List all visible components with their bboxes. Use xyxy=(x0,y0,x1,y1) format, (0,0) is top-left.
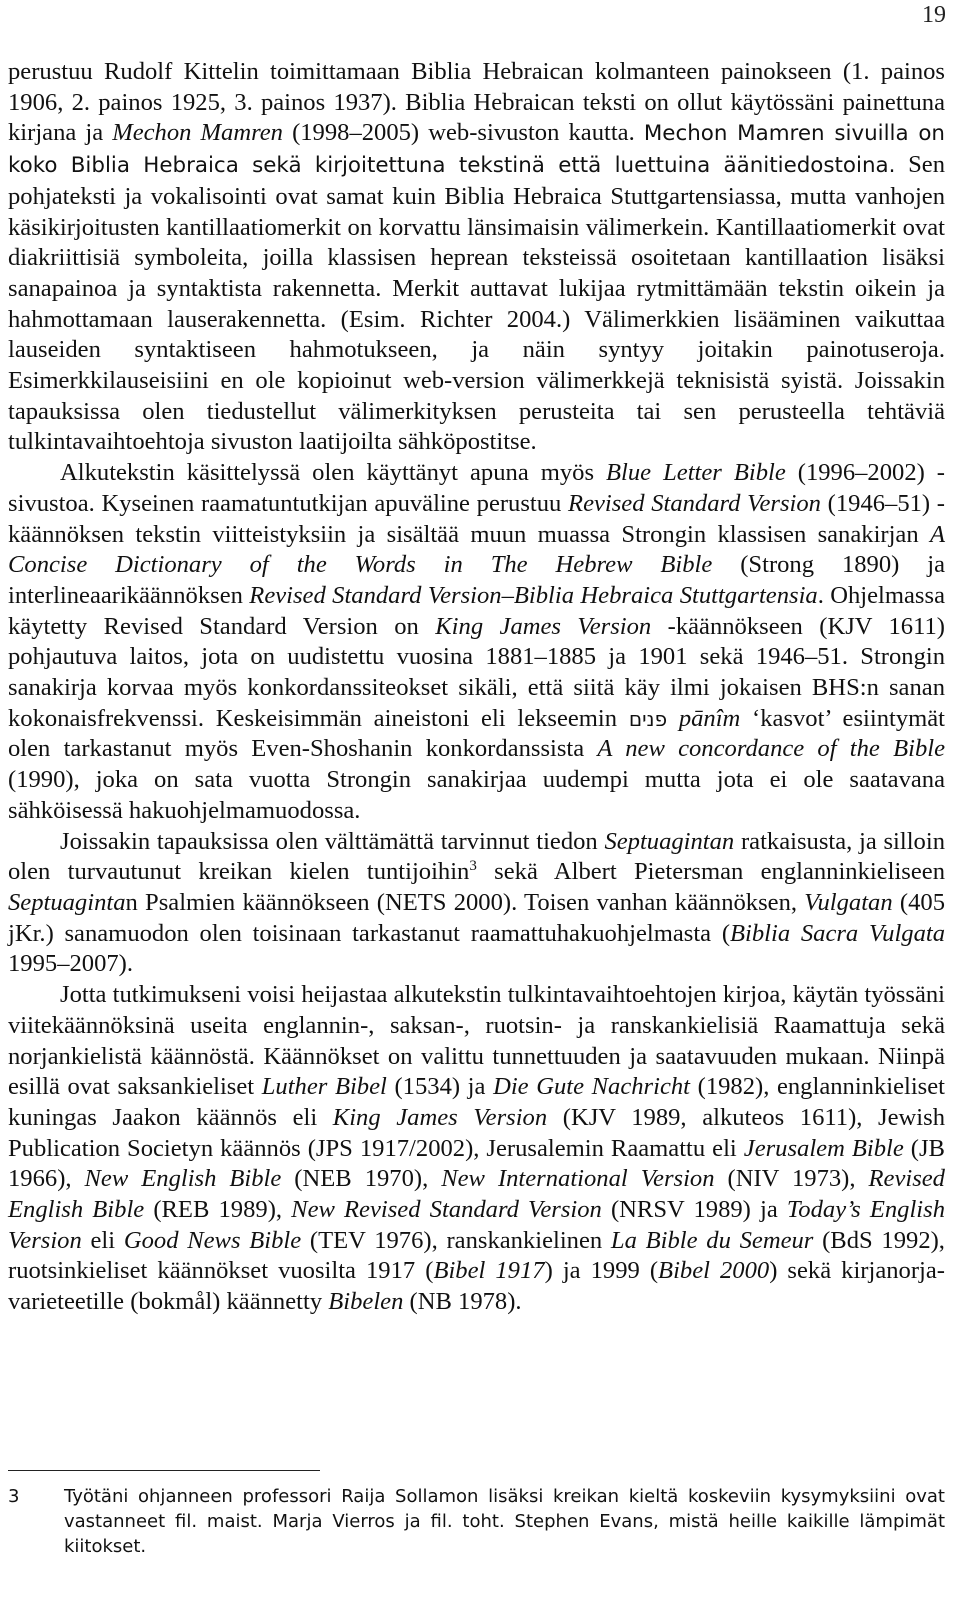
text-run: ratkaisusta, ja silloin olen turvautunut kreikan kielen tuntijoihin xyxy=(8,827,945,886)
text-run: ‘kasvot’ esiintymät olen tarkastanut myös Even-Shoshanin konkordanssista xyxy=(8,704,945,763)
paragraph xyxy=(8,57,945,458)
italic-title: Good News Bible xyxy=(123,1226,302,1254)
text-run: Mechon Mamren sivuilla on koko Biblia Hebraica sekä kirjoitettuna tekstinä että luettuina äänitiedostoina. xyxy=(8,121,945,179)
italic-title: Mechon Mamren xyxy=(112,119,283,147)
italic-title: Revised Standard Version–Biblia Hebraica Stuttgartensia xyxy=(249,581,818,609)
italic-title: King James Version xyxy=(435,612,652,640)
text-run: Joissakin tapauksissa olen välttämättä tarvinnut tiedon xyxy=(60,827,605,855)
text-run: (NRSV 1989) ja xyxy=(601,1196,787,1224)
text-run xyxy=(667,705,679,732)
italic-title: King James Version xyxy=(332,1103,548,1131)
text-run: (1946–51) -käännöksen tekstin viitteistyksiin ja sisältää muun muassa Strongin klassisen sanakirjan xyxy=(8,489,946,548)
text-run: (KJV 1989, alkuteos 1611), Jewish Publication Societyn käännös (JPS 1917/2002), Jerusalemin Raamattu eli xyxy=(8,1103,945,1162)
italic-title: Bibel 1917 xyxy=(433,1257,545,1285)
italic-title: Bibelen xyxy=(328,1288,404,1316)
italic-title: New Revised Standard Version xyxy=(291,1196,602,1224)
text-run: (BdS 1992), ruotsinkieliset käännökset vuosilta 1917 ( xyxy=(8,1226,945,1285)
text-run: (Strong 1890) ja interlineaarikäännöksen xyxy=(8,551,946,609)
italic-title: Revised English Bible xyxy=(8,1165,945,1224)
text-run: (JB 1966), xyxy=(8,1134,945,1193)
paragraph xyxy=(8,827,945,981)
italic-title: Septuaginta xyxy=(8,888,126,916)
italic-title: Revised Standard Version xyxy=(568,489,821,517)
italic-title: La Bible du Semeur xyxy=(610,1226,814,1254)
footnote-text: Työtäni ohjanneen professori Raija Sollamon lisäksi kreikan kieltä koskeviin kysymyksiini ovat vastanneet fil. maist. Marja Vierros ja fil. toht. Stephen Evans, mistä heille kaikille lämpimät kiitokset. xyxy=(64,1486,945,1557)
text-run: (NB 1978). xyxy=(403,1288,522,1316)
italic-title: Bibel 2000 xyxy=(658,1257,770,1285)
italic-title: New International Version xyxy=(441,1165,715,1193)
italic-title: A Concise Dictionary of the Words in The Hebrew Bible xyxy=(8,520,945,579)
italic-title: Biblia Sacra Vulgata xyxy=(730,919,946,947)
italic-title: Vulgatan xyxy=(804,888,893,916)
italic-title: New English Bible xyxy=(84,1165,282,1193)
text-run: ) ja 1999 ( xyxy=(544,1257,659,1285)
hebrew-word: פנים xyxy=(628,706,668,731)
footnote-separator xyxy=(8,1470,320,1471)
text-run: (1534) ja xyxy=(386,1073,494,1101)
text-run: (1996–2002) -sivustoa. Kyseinen raamatuntutkijan apuväline perustuu xyxy=(8,459,945,517)
text-run: n Psalmien käännökseen (NETS 2000). Toisen vanhan käännöksen, xyxy=(125,888,805,916)
text-run: (TEV 1976), ranskankielinen xyxy=(301,1226,611,1254)
footnote-number: 3 xyxy=(8,1486,20,1507)
text-run: -käännökseen (KJV 1611) pohjautuva laitos, jota on uudistettu vuosina 1881–1885 ja 1901 sekä 1946–51. Strongin sanakirja korvaa myös konkordanssiteokset sikäli, että siitä käy ilmi jokaisen BHS:n sanan kokonaisfrekvenssi. Keskeisimmän aineistoni eli lekseemin xyxy=(8,612,945,732)
text-run: (405 jKr.) sanamuodon olen toisinaan tarkastanut raamattuhakuohjelmasta ( xyxy=(8,888,945,947)
body-text xyxy=(8,57,945,1318)
italic-title: Today’s English Version xyxy=(8,1196,945,1254)
text-run: Alkutekstin käsittelyssä olen käyttänyt apuna myös xyxy=(60,459,607,487)
text-run: (NEB 1970), xyxy=(281,1165,442,1193)
text-run: Jotta tutkimukseni voisi heijastaa alkutekstin tulkintavaihtoehtojen kirjoa, käytän työssäni viitekäännöksinä useita englannin-, saksan-, ruotsin- ja ranskankielisiä Raamattuja sekä norjankielistä käännöstä. Käännökset on valittu tunnettuuden ja saatavuuden mukaan. Niinpä esillä ovat saksankieliset xyxy=(8,981,945,1101)
text-run: (1990), joka on sata vuotta Strongin sanakirjaa uudempi mutta jota ei ole saatavana sähköisessä hakuohjelmamuodossa. xyxy=(8,766,945,824)
text-run: (1982), englanninkieliset kuningas Jaakon käännös eli xyxy=(8,1073,945,1131)
text-run: (REB 1989), xyxy=(144,1196,292,1224)
page-number: 19 xyxy=(922,2,946,28)
text-run: 1995–2007). xyxy=(8,950,134,978)
italic-title: Septuagintan xyxy=(604,827,735,855)
footnote-reference: 3 xyxy=(469,858,477,875)
text-run: . Ohjelmassa käytetty Revised Standard Version on xyxy=(8,581,945,640)
text-run: eli xyxy=(81,1226,124,1254)
text-run: sekä Albert Pietersman englanninkieliseen xyxy=(476,858,945,886)
text-run: ) sekä kirjanorja-varieteetille (bokmål) käännetty xyxy=(8,1257,945,1316)
italic-title: pānîm xyxy=(678,704,741,732)
italic-title: Blue Letter Bible xyxy=(606,459,786,487)
text-run: (1998–2005) web-sivuston kautta. xyxy=(282,119,644,147)
italic-title: A new concordance of the Bible xyxy=(597,735,945,763)
paragraph xyxy=(8,980,945,1318)
italic-title: Luther Bibel xyxy=(261,1073,387,1101)
footnote xyxy=(8,1484,945,1559)
text-run: Sen pohjateksti ja vokalisointi ovat samat kuin Biblia Hebraica Stuttgartensiassa, mutta vanhojen käsikirjoitusten kantillaatiomerkit on korvattu länsimaisin välimerkein. Kantillaatiomerkit ovat diakriittisiä symboleita, joilla klassisen heprean teksteissä osoitetaan kantillaation lisäksi sanapainoa ja syntaktista rakennetta. Merkit auttavat lukijaa rytmittämään tekstin oikein ja hahmottamaan lauserakennetta. (Esim. Richter 2004.) Välimerkkien lisääminen vaikuttaa lauseiden syntaktiseen hahmotukseen, ja näin syntyy joitakin painotuseroja. Esimerkkilauseisiini en ole kopioinut web-version välimerkkejä teknisistä syistä. Joissakin tapauksissa olen tiedustellut välimerkityksen perusteita tai sen perusteella tehtäviä tulkintavaihtoehtoja sivuston laatijoilta sähköpostitse. xyxy=(8,151,945,456)
paragraph xyxy=(8,458,945,826)
text-run: perustuu Rudolf Kittelin toimittamaan Biblia Hebraican kolmanteen painokseen (1. painos 1906, 2. painos 1925, 3. painos 1937). Biblia Hebraican teksti on ollut käytössäni painettuna kirjana ja xyxy=(8,58,945,147)
italic-title: Die Gute Nachricht xyxy=(493,1073,690,1101)
text-run: (NIV 1973), xyxy=(714,1165,869,1193)
italic-title: Jerusalem Bible xyxy=(743,1134,904,1162)
